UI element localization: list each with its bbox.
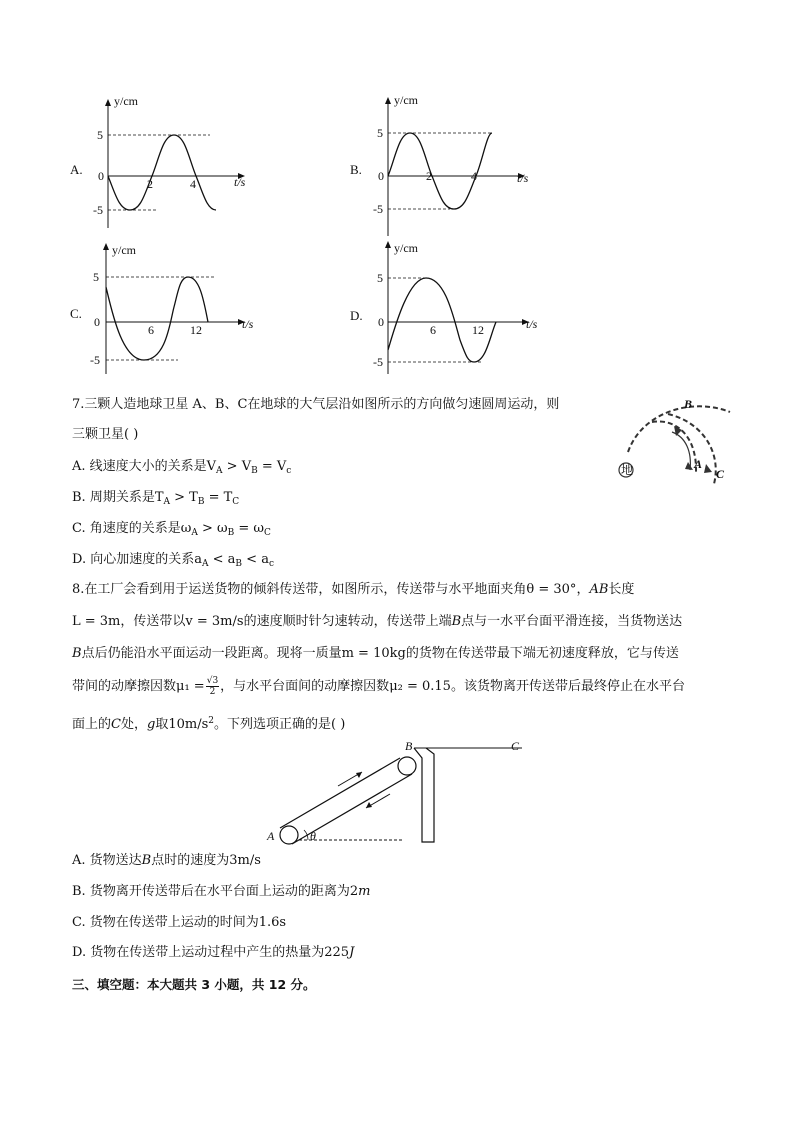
q8-text: ，与水平台面间的动摩擦因数	[220, 679, 390, 694]
graph-b	[350, 93, 540, 238]
y-label: y/cm	[114, 94, 138, 108]
q7-option-b-text: B. 周期关系是	[72, 490, 155, 505]
graph-d	[350, 240, 550, 380]
q8-line5	[72, 712, 345, 734]
q7-line1: 7.三颗人造地球卫星 A、B、C在地球的大气层沿如图所示的方向做匀速圆周运动，则	[72, 397, 560, 412]
q7-option-d	[72, 551, 274, 573]
pulley-b	[398, 757, 416, 775]
section-3-heading: 三、填空题：本大题共 3 小题，共 12 分。	[72, 977, 316, 992]
q8-text: 。下列选项正确的是( )	[213, 717, 346, 732]
y-tick-0: 0	[94, 315, 100, 329]
q8-option-a	[72, 852, 261, 870]
earth-label: 地	[621, 463, 634, 477]
graph-c	[70, 242, 270, 382]
angle-arc	[304, 830, 308, 840]
q8-text: 点与一水平台面平滑连接，当货物送达	[461, 614, 683, 629]
q8-option-c	[72, 914, 286, 932]
q8-option-b-text: B. 货物离开传送带后在水平台面上运动的距离为	[72, 884, 350, 899]
y-tick-0: 0	[378, 169, 384, 183]
q8-mu1: μ₁ =	[176, 679, 205, 694]
q7-option-a	[72, 458, 291, 480]
y-tick-neg5: -5	[90, 353, 100, 367]
support-column	[414, 748, 434, 842]
y-axis-arrow-icon	[385, 241, 391, 248]
q8-option-a-text: A. 货物送达	[72, 853, 142, 868]
y-tick-5: 5	[97, 128, 103, 142]
graph-a	[70, 94, 260, 238]
graph-a-svg	[70, 94, 260, 238]
q8-exponent: 2	[208, 716, 214, 726]
graph-b-letter: B.	[350, 162, 362, 177]
q8-g: g	[146, 717, 156, 732]
q8-speed: v = 3m/s	[185, 614, 244, 629]
y-axis-arrow-icon	[103, 243, 109, 250]
conveyor-figure	[262, 736, 532, 848]
q8-text: 带间的动摩擦因数	[72, 679, 177, 694]
q8-line1	[72, 581, 634, 599]
q8-text: 8.在工厂会看到用于运送货物的倾斜传送带，如图所示，传送带与水平地面夹角	[72, 582, 527, 597]
fraction-numerator: √3	[206, 676, 219, 686]
label-theta: θ	[310, 829, 316, 843]
q8-line3	[72, 645, 679, 663]
y-label: y/cm	[112, 243, 136, 257]
fraction-denominator: 2	[209, 687, 216, 697]
x-label: t/s	[526, 317, 538, 331]
graph-d-svg	[350, 240, 550, 380]
q8-line2	[72, 613, 682, 631]
label-c: C	[511, 739, 520, 753]
q8-mass: m = 10kg	[341, 646, 406, 661]
q8-point-c: C	[111, 717, 121, 732]
q7-option-c	[72, 520, 271, 542]
q8-text: 面上的	[72, 717, 112, 732]
q7-option-d-text: D. 向心加速度的关系	[72, 552, 195, 567]
q8-text: ，传送带以	[120, 614, 186, 629]
q8-text: 处，	[120, 717, 147, 732]
x-tick-2: 12	[190, 323, 202, 337]
q8-ab: AB	[589, 582, 609, 597]
arrow-c-icon	[704, 464, 712, 473]
orbit-outer-right	[668, 414, 716, 484]
sine-curve	[388, 278, 496, 362]
y-tick-0: 0	[378, 315, 384, 329]
q8-length: L = 3m	[72, 614, 121, 629]
y-label: y/cm	[394, 241, 418, 255]
q8-option-b	[72, 883, 370, 901]
q7-option-c-text: C. 角速度的关系是	[72, 521, 181, 536]
label-b: B	[405, 739, 413, 753]
q8-option-c-value: 1.6s	[258, 915, 287, 930]
q8-angle: θ = 30°	[526, 582, 577, 597]
y-tick-neg5: -5	[373, 355, 383, 369]
q8-option-d-unit: J	[349, 945, 355, 960]
belt-upper-edge	[280, 758, 400, 828]
conveyor-svg	[262, 736, 532, 848]
q8-point-b: B	[451, 614, 462, 629]
graph-b-svg	[350, 93, 540, 238]
q8-point-b: B	[141, 853, 152, 868]
q8-mu2: μ₂ = 0.15	[389, 679, 451, 694]
y-tick-0: 0	[98, 169, 104, 183]
pulley-a	[280, 826, 298, 844]
q8-option-c-text: C. 货物在传送带上运动的时间为	[72, 915, 259, 930]
q8-fraction	[206, 676, 219, 697]
x-tick-1: 2	[147, 177, 153, 191]
y-tick-5: 5	[377, 271, 383, 285]
satellite-figure	[612, 392, 742, 507]
q7-option-d-math: $a_A < a_B < a_c$	[194, 552, 275, 569]
q8-option-d-text: D. 货物在传送带上运动过程中产生的热量为	[72, 945, 325, 960]
q7-option-a-math: $V_A > V_B = V_c$	[206, 459, 292, 476]
q8-text: 的速度顺时针匀速转动，传送带上端	[243, 614, 452, 629]
q8-g-value: 10m/s	[168, 717, 209, 732]
label-b: B	[684, 397, 693, 411]
sine-curve	[106, 277, 208, 360]
graph-c-svg	[70, 242, 270, 382]
arrow-a-icon	[685, 462, 693, 470]
x-tick-1: 6	[430, 323, 436, 337]
y-axis-arrow-icon	[105, 99, 111, 106]
graph-c-letter: C.	[70, 306, 82, 321]
q8-option-a-text: 点时的速度为	[151, 853, 230, 868]
q8-text: ，	[576, 582, 590, 597]
q7-option-c-math: $\omega_A > \omega_B = \omega_C$	[180, 521, 271, 538]
x-tick-1: 6	[148, 323, 154, 337]
x-tick-2: 4	[471, 169, 477, 183]
satellite-svg	[612, 392, 742, 507]
y-tick-neg5: -5	[93, 203, 103, 217]
label-a: A	[267, 829, 275, 843]
y-label: y/cm	[394, 93, 418, 107]
graph-a-letter: A.	[70, 162, 83, 177]
q8-option-a-value: 3m/s	[229, 853, 261, 868]
q8-text: 点后仍能沿水平面运动一段距离。现将一质量	[81, 646, 342, 661]
x-tick-2: 4	[190, 177, 196, 191]
x-tick-1: 2	[426, 169, 432, 183]
q8-option-d-value: 225	[324, 945, 350, 960]
q8-text: 。该货物离开传送带后最终停止在水平台	[450, 679, 685, 694]
x-label: t/s	[517, 171, 529, 185]
x-tick-2: 12	[472, 323, 484, 337]
q8-text: 长度	[608, 582, 635, 597]
q8-point-b: B	[72, 646, 82, 661]
y-axis-arrow-icon	[385, 97, 391, 104]
q7-option-b	[72, 489, 239, 511]
q8-line4	[72, 676, 685, 697]
q7-line2: 三颗卫星( )	[72, 427, 139, 442]
q8-text: 的货物在传送带最下端无初速度释放，它与传送	[405, 646, 679, 661]
sine-curve	[108, 135, 216, 210]
q8-option-b-unit: m	[358, 884, 371, 899]
x-label: t/s	[234, 175, 246, 189]
q7-option-a-text: A. 线速度大小的关系是	[72, 459, 207, 474]
label-a: A	[694, 457, 703, 471]
graph-d-letter: D.	[350, 308, 363, 323]
x-label: t/s	[242, 317, 254, 331]
q8-option-d	[72, 944, 354, 962]
q8-option-b-value: 2	[349, 884, 359, 899]
q8-text: 取	[155, 717, 169, 732]
q7-option-b-math: $T_A > T_B = T_C$	[154, 490, 240, 507]
y-tick-neg5: -5	[373, 202, 383, 216]
label-c: C	[716, 467, 725, 481]
y-tick-5: 5	[377, 126, 383, 140]
y-tick-5: 5	[93, 270, 99, 284]
